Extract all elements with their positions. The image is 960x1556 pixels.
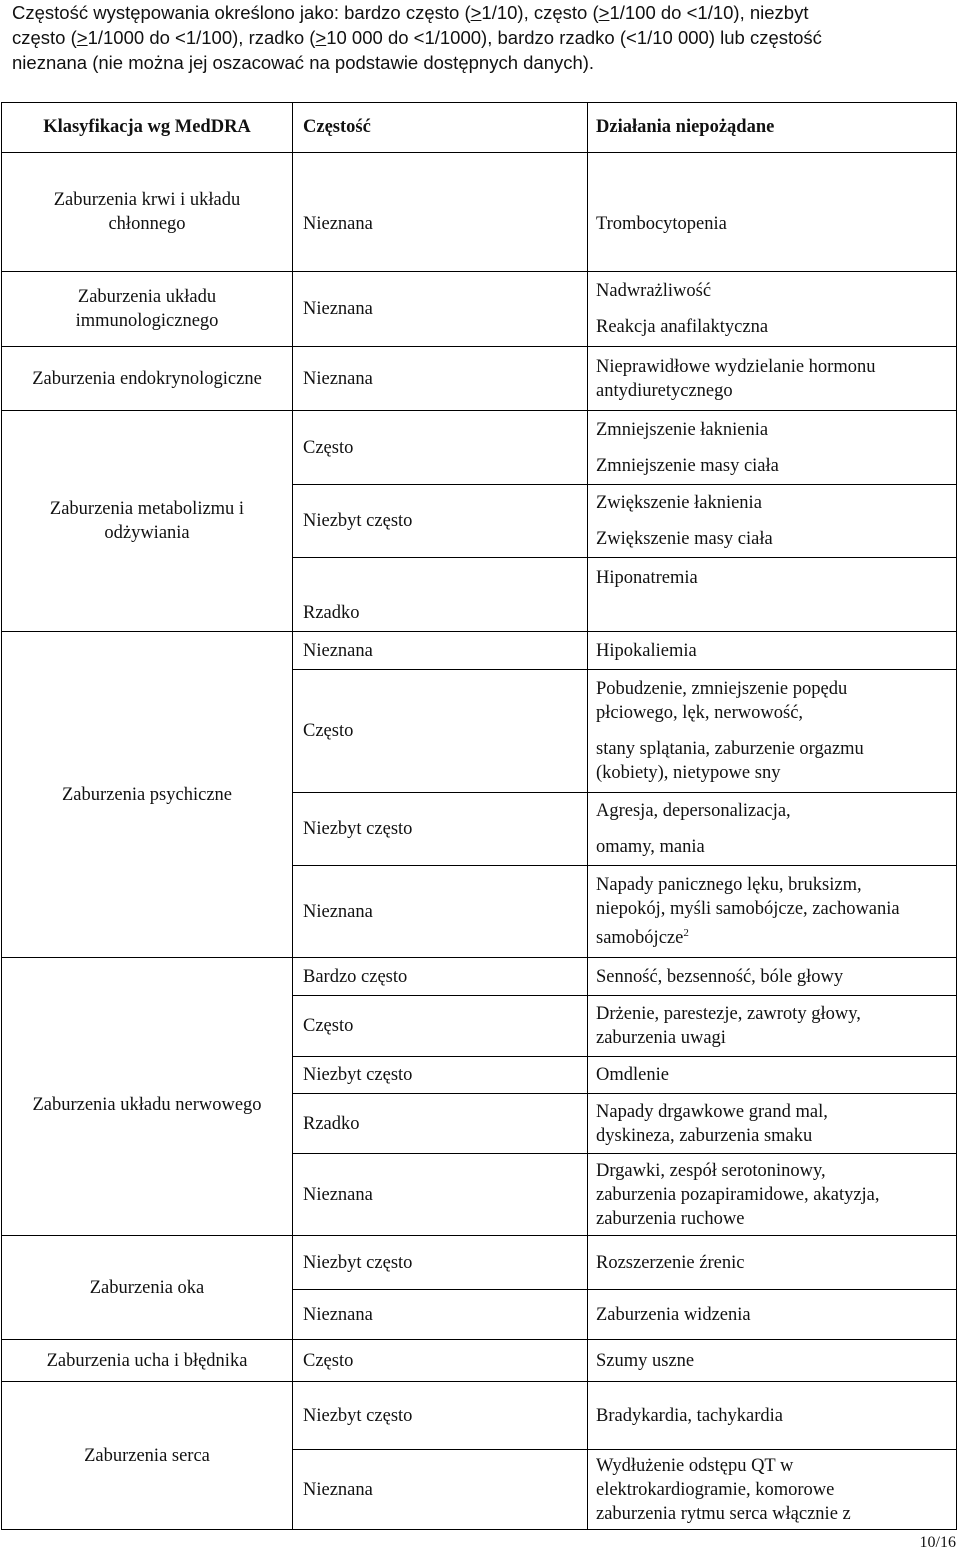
- ge-symbol: >: [76, 27, 88, 48]
- reaction-cell: Zwiększenie łaknienia Zwiększenie masy ciała: [588, 485, 957, 558]
- frequency-cell: Niezbyt często: [293, 1057, 588, 1094]
- ge-symbol: >: [315, 27, 327, 48]
- reaction-cell: Nieprawidłowe wydzielanie hormonu antydiuretycznego: [588, 347, 957, 411]
- footnote-marker: 2: [683, 926, 689, 939]
- category-cell: Zaburzenia serca: [2, 1382, 293, 1530]
- intro-text: 1/100 do <1/10), niezbyt: [609, 2, 809, 23]
- reaction-cell: Napady drgawkowe grand mal, dyskineza, zaburzenia smaku: [588, 1094, 957, 1154]
- reaction-cell: Rozszerzenie źrenic: [588, 1236, 957, 1290]
- intro-text: często (: [12, 27, 77, 48]
- frequency-definition-paragraph: [12, 0, 947, 75]
- frequency-cell: Nieznana: [293, 632, 588, 670]
- table-row: [2, 411, 957, 485]
- category-cell: Zaburzenia krwi i układu chłonnego: [2, 153, 293, 272]
- page-number: 10/16: [919, 1534, 956, 1551]
- frequency-cell: Nieznana: [293, 153, 588, 272]
- reaction-cell: Wydłużenie odstępu QT w elektrokardiogramie, komorowe zaburzenia rytmu serca włącznie z: [588, 1450, 957, 1530]
- reaction-cell: Szumy uszne: [588, 1340, 957, 1382]
- header-meddra: Klasyfikacja wg MedDRA: [2, 103, 293, 153]
- frequency-cell: Rzadko: [293, 558, 588, 632]
- reaction-cell: Hipokaliemia: [588, 632, 957, 670]
- table-row: [2, 632, 957, 670]
- reaction-cell: Drżenie, parestezje, zawroty głowy, zaburzenia uwagi: [588, 996, 957, 1057]
- table-header-row: [2, 103, 957, 153]
- table-row: [2, 1340, 957, 1382]
- table-row: [2, 1236, 957, 1290]
- table-row: [2, 958, 957, 996]
- frequency-cell: Często: [293, 670, 588, 793]
- frequency-cell: Często: [293, 996, 588, 1057]
- frequency-cell: Niezbyt często: [293, 1382, 588, 1450]
- frequency-cell: Niezbyt często: [293, 793, 588, 866]
- header-frequency: Częstość: [293, 103, 588, 153]
- reaction-cell: Napady panicznego lęku, bruksizm, niepokój, myśli samobójcze, zachowania samobójcze$^2$: [588, 866, 957, 958]
- frequency-cell: Bardzo często: [293, 958, 588, 996]
- frequency-cell: Rzadko: [293, 1094, 588, 1154]
- reaction-cell: Drgawki, zespół serotoninowy, zaburzenia pozapiramidowe, akatyzja, zaburzenia ruchowe: [588, 1154, 957, 1236]
- category-cell: Zaburzenia oka: [2, 1236, 293, 1340]
- frequency-cell: Nieznana: [293, 347, 588, 411]
- category-cell: Zaburzenia metabolizmu i odżywiania: [2, 411, 293, 632]
- reaction-cell: Senność, bezsenność, bóle głowy: [588, 958, 957, 996]
- table-row: [2, 1382, 957, 1450]
- intro-text: Częstość występowania określono jako: bardzo często (: [12, 2, 471, 23]
- adverse-reactions-table: [1, 102, 957, 1530]
- category-cell: Zaburzenia układu nerwowego: [2, 958, 293, 1236]
- frequency-cell: Często: [293, 411, 588, 485]
- reaction-cell: Agresja, depersonalizacja, omamy, mania: [588, 793, 957, 866]
- frequency-cell: Niezbyt często: [293, 1236, 588, 1290]
- table-row: [2, 347, 957, 411]
- intro-text: 1/10), często (: [481, 2, 599, 23]
- reaction-cell: Hiponatremia: [588, 558, 957, 632]
- reaction-cell: Bradykardia, tachykardia: [588, 1382, 957, 1450]
- frequency-cell: Niezbyt często: [293, 485, 588, 558]
- table-row: [2, 272, 957, 347]
- reaction-cell: Zmniejszenie łaknienia Zmniejszenie masy ciała: [588, 411, 957, 485]
- frequency-cell: Nieznana: [293, 1154, 588, 1236]
- frequency-cell: Nieznana: [293, 866, 588, 958]
- intro-text: nieznana (nie można jej oszacować na podstawie dostępnych danych).: [12, 52, 595, 73]
- category-cell: Zaburzenia układu immunologicznego: [2, 272, 293, 347]
- reaction-cell: Pobudzenie, zmniejszenie popędu płciowego, lęk, nerwowość, stany splątania, zaburzenie orgazmu (kobiety), nietypowe sny: [588, 670, 957, 793]
- reaction-cell: Nadwrażliwość Reakcja anafilaktyczna: [588, 272, 957, 347]
- header-adverse-reactions: Działania niepożądane: [588, 103, 957, 153]
- reaction-cell: Trombocytopenia: [588, 153, 957, 272]
- ge-symbol: >: [598, 2, 610, 23]
- frequency-cell: Nieznana: [293, 1450, 588, 1530]
- reaction-cell: Omdlenie: [588, 1057, 957, 1094]
- intro-text: 1/1000 do <1/100), rzadko (: [87, 27, 316, 48]
- intro-text: 10 000 do <1/1000), bardzo rzadko (<1/10 000) lub częstość: [326, 27, 822, 48]
- category-cell: Zaburzenia endokrynologiczne: [2, 347, 293, 411]
- category-cell: Zaburzenia psychiczne: [2, 632, 293, 958]
- frequency-cell: Nieznana: [293, 1290, 588, 1340]
- table-row: [2, 153, 957, 272]
- category-cell: Zaburzenia ucha i błędnika: [2, 1340, 293, 1382]
- frequency-cell: Często: [293, 1340, 588, 1382]
- ge-symbol: >: [470, 2, 482, 23]
- reaction-cell: Zaburzenia widzenia: [588, 1290, 957, 1340]
- frequency-cell: Nieznana: [293, 272, 588, 347]
